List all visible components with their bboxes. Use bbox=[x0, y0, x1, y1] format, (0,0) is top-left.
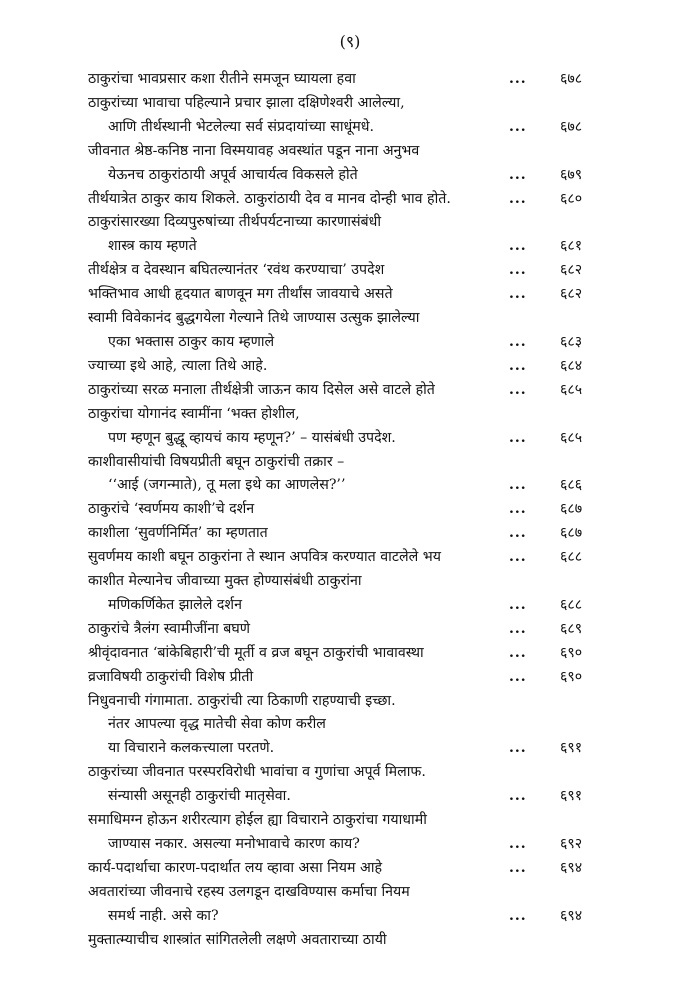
toc-page-number: ६९४ bbox=[560, 859, 583, 876]
toc-entry bbox=[88, 92, 608, 140]
toc-entry bbox=[88, 642, 608, 666]
toc-entry bbox=[88, 283, 608, 307]
toc-entry-continuation: मणिकर्णिकेत झालेले दर्शन bbox=[108, 596, 242, 613]
table-of-contents bbox=[88, 68, 608, 953]
toc-page-number: ६८३ bbox=[560, 333, 583, 350]
toc-leader-dots: ... bbox=[509, 501, 527, 518]
toc-leader-dots: ... bbox=[509, 620, 527, 637]
toc-entry-continuation: येऊनच ठाकुरांठायी अपूर्व आचार्यत्व विकसले होते bbox=[108, 166, 358, 183]
toc-entry-title: सुवर्णमय काशी बघून ठाकुरांना ते स्थान अपवित्र करण्यात वाटलेले भय bbox=[88, 549, 441, 566]
toc-entry-title: भक्तिभाव आधी हृदयात बाणवून मग तीर्थांस जावयाचे असते bbox=[88, 286, 393, 303]
toc-page-number: ६९० bbox=[560, 644, 583, 661]
toc-entry-title: ठाकुरांचे ‘स्वर्णमय काशी’चे दर्शन bbox=[88, 501, 255, 518]
toc-page-number: ६८२ bbox=[560, 262, 583, 279]
toc-entry bbox=[88, 522, 608, 546]
toc-entry-title: ठाकुरांचा योगानंद स्वामींना ‘भक्त होशील, bbox=[88, 405, 300, 422]
toc-entry-continuation: समर्थ नाही. असे का? bbox=[108, 907, 219, 924]
toc-leader-dots: ... bbox=[509, 859, 527, 876]
toc-entry bbox=[88, 618, 608, 642]
toc-entry bbox=[88, 307, 608, 355]
toc-page-number: ६८७ bbox=[560, 525, 583, 542]
toc-page-number: ६७८ bbox=[560, 71, 583, 87]
toc-page-number: ६८९ bbox=[560, 620, 583, 637]
toc-page-number: ६८५ bbox=[560, 429, 583, 446]
toc-page-number: ६९४ bbox=[560, 907, 583, 924]
toc-entry bbox=[88, 666, 608, 690]
toc-entry bbox=[88, 570, 608, 618]
toc-page-number: ६९१ bbox=[560, 740, 583, 757]
toc-entry-title: तीर्थक्षेत्र व देवस्थान बघितल्यानंतर ‘रवंथ करण्याचा’ उपदेश bbox=[88, 262, 385, 279]
toc-page-number: ६७९ bbox=[560, 166, 583, 183]
toc-entry bbox=[88, 259, 608, 283]
toc-entry-title: तीर्थयात्रेत ठाकुर काय शिकले. ठाकुरांठायी देव व मानव दोन्ही भाव होते. bbox=[88, 190, 451, 207]
toc-leader-dots: ... bbox=[509, 166, 527, 183]
toc-entry bbox=[88, 857, 608, 881]
toc-page-number: ६८६ bbox=[560, 477, 583, 494]
toc-leader-dots: ... bbox=[509, 238, 527, 255]
toc-entry-title: कार्य-पदार्थाचा कारण-पदार्थात लय व्हावा असा नियम आहे bbox=[88, 859, 382, 876]
toc-entry-continuation: ‘‘आई (जगन्माते), तू मला इथे का आणलेस?’’ bbox=[108, 477, 346, 494]
toc-entry-continuation: या विचाराने कलकत्त्याला परतणे. bbox=[108, 740, 275, 757]
toc-entry-title: व्रजाविषयी ठाकुरांची विशेष प्रीती bbox=[88, 668, 254, 685]
toc-entry-title: मुक्तात्म्याचीच शास्त्रांत सांगितलेली लक्षणे अवताराच्या ठायी bbox=[88, 931, 387, 948]
toc-leader-dots: ... bbox=[509, 333, 527, 350]
toc-page-number: ६७८ bbox=[560, 118, 583, 135]
toc-entry bbox=[88, 451, 608, 499]
toc-entry bbox=[88, 355, 608, 379]
toc-page-number: ६८१ bbox=[560, 238, 583, 255]
toc-entry-title: काशीवासीयांची विषयप्रीती बघून ठाकुरांची तक्रार – bbox=[88, 453, 345, 470]
toc-page-number: ६८८ bbox=[560, 596, 583, 613]
toc-leader-dots: ... bbox=[509, 644, 527, 661]
toc-page-number: ६८० bbox=[560, 190, 583, 207]
toc-leader-dots: ... bbox=[509, 525, 527, 542]
toc-entry bbox=[88, 140, 608, 188]
toc-entry bbox=[88, 68, 608, 92]
toc-entry-title: ठाकुरांच्या सरळ मनाला तीर्थक्षेत्री जाऊन काय दिसेल असे वाटले होते bbox=[88, 381, 435, 398]
toc-entry-title: ठाकुरांच्या भावाचा पहिल्याने प्रचार झाला दक्षिणेश्वरी आलेल्या, bbox=[88, 94, 405, 111]
toc-entry-title: निधुवनाची गंगामाता. ठाकुरांची त्या ठिकाणी राहण्याची इच्छा. bbox=[88, 692, 396, 709]
toc-entry bbox=[88, 188, 608, 212]
toc-entry bbox=[88, 690, 608, 762]
toc-leader-dots: ... bbox=[509, 190, 527, 207]
toc-entry bbox=[88, 498, 608, 522]
toc-page-number: ६८८ bbox=[560, 549, 583, 566]
toc-entry-title: ज्याच्या इथे आहे, त्याला तिथे आहे. bbox=[88, 357, 268, 374]
toc-page-number: ६९० bbox=[560, 668, 583, 685]
toc-entry-continuation: जाण्यास नकार. असल्या मनोभावाचे कारण काय? bbox=[108, 836, 360, 852]
toc-entry bbox=[88, 379, 608, 403]
page-number: (९) bbox=[339, 32, 361, 51]
toc-leader-dots: ... bbox=[509, 740, 527, 757]
toc-entry-continuation: संन्यासी असूनही ठाकुरांची मातृसेवा. bbox=[108, 788, 291, 805]
toc-entry-title: श्रीवृंदावनात ‘बांकेबिहारी’ची मूर्ती व व्रज बघून ठाकुरांची भावावस्था bbox=[88, 644, 424, 661]
toc-entry bbox=[88, 881, 608, 929]
toc-leader-dots: ... bbox=[509, 71, 527, 87]
toc-leader-dots: ... bbox=[509, 596, 527, 613]
toc-leader-dots: ... bbox=[509, 118, 527, 135]
toc-entry bbox=[88, 211, 608, 259]
toc-entry-title: समाधिमग्न होऊन शरीरत्याग होईल ह्या विचाराने ठाकुरांचा गयाधामी bbox=[88, 812, 427, 829]
toc-entry-title: काशीला ‘सुवर्णनिर्मित’ का म्हणतात bbox=[88, 525, 268, 542]
toc-page-number: ६८५ bbox=[560, 381, 583, 398]
toc-leader-dots: ... bbox=[509, 429, 527, 446]
toc-entry-title: जीवनात श्रेष्ठ-कनिष्ठ नाना विस्मयावह अवस्थांत पडून नाना अनुभव bbox=[88, 142, 420, 159]
toc-entry-title: ठाकुरांसारख्या दिव्यपुरुषांच्या तीर्थपर्यटनाच्या कारणासंबंधी bbox=[88, 214, 382, 231]
toc-entry-continuation: शास्त्र काय म्हणते bbox=[108, 238, 197, 255]
toc-entry-title: ठाकुरांच्या जीवनात परस्परविरोधी भावांचा व गुणांचा अपूर्व मिलाफ. bbox=[88, 764, 426, 781]
toc-entry-title: अवतारांच्या जीवनाचे रहस्य उलगडून दाखविण्यास कर्माचा नियम bbox=[88, 883, 410, 900]
toc-leader-dots: ... bbox=[509, 262, 527, 279]
toc-leader-dots: ... bbox=[509, 477, 527, 494]
toc-entry-continuation: एका भक्तास ठाकुर काय म्हणाले bbox=[108, 333, 275, 350]
toc-page-number: ६९१ bbox=[560, 788, 583, 805]
toc-entry-title: स्वामी विवेकानंद बुद्धगयेला गेल्याने तिथे जाण्यास उत्सुक झालेल्या bbox=[88, 310, 420, 327]
toc-entry-continuation: नंतर आपल्या वृद्ध मातेची सेवा कोण करील bbox=[108, 716, 326, 733]
toc-entry-title: ठाकुरांचे त्रैलंग स्वामीजींना बघणे bbox=[88, 620, 251, 637]
toc-leader-dots: ... bbox=[509, 357, 527, 374]
toc-entry-title: ठाकुरांचा भावप्रसार कशा रीतीने समजून घ्यायला हवा bbox=[88, 71, 356, 87]
toc-page-number: ६८४ bbox=[560, 357, 583, 374]
toc-leader-dots: ... bbox=[509, 788, 527, 805]
toc-leader-dots: ... bbox=[509, 381, 527, 398]
toc-entry bbox=[88, 403, 608, 451]
toc-leader-dots: ... bbox=[509, 549, 527, 566]
toc-entry bbox=[88, 761, 608, 809]
toc-leader-dots: ... bbox=[509, 836, 527, 852]
toc-entry bbox=[88, 809, 608, 857]
toc-page-number: ६८२ bbox=[560, 286, 583, 303]
toc-entry-continuation: पण म्हणून बुद्धू व्हायचं काय म्हणून?’ – यासंबंधी उपदेश. bbox=[108, 429, 396, 446]
toc-entry bbox=[88, 546, 608, 570]
toc-entry-title: काशीत मेल्यानेच जीवाच्या मुक्त होण्यासंबंधी ठाकुरांना bbox=[88, 573, 362, 590]
toc-leader-dots: ... bbox=[509, 668, 527, 685]
toc-entry-continuation: आणि तीर्थस्थानी भेटलेल्या सर्व संप्रदायांच्या साधूंमधे. bbox=[108, 118, 374, 135]
toc-page-number: ६९२ bbox=[560, 836, 583, 852]
toc-page-number: ६८७ bbox=[560, 501, 583, 518]
toc-leader-dots: ... bbox=[509, 907, 527, 924]
toc-leader-dots: ... bbox=[509, 286, 527, 303]
toc-entry bbox=[88, 929, 608, 953]
